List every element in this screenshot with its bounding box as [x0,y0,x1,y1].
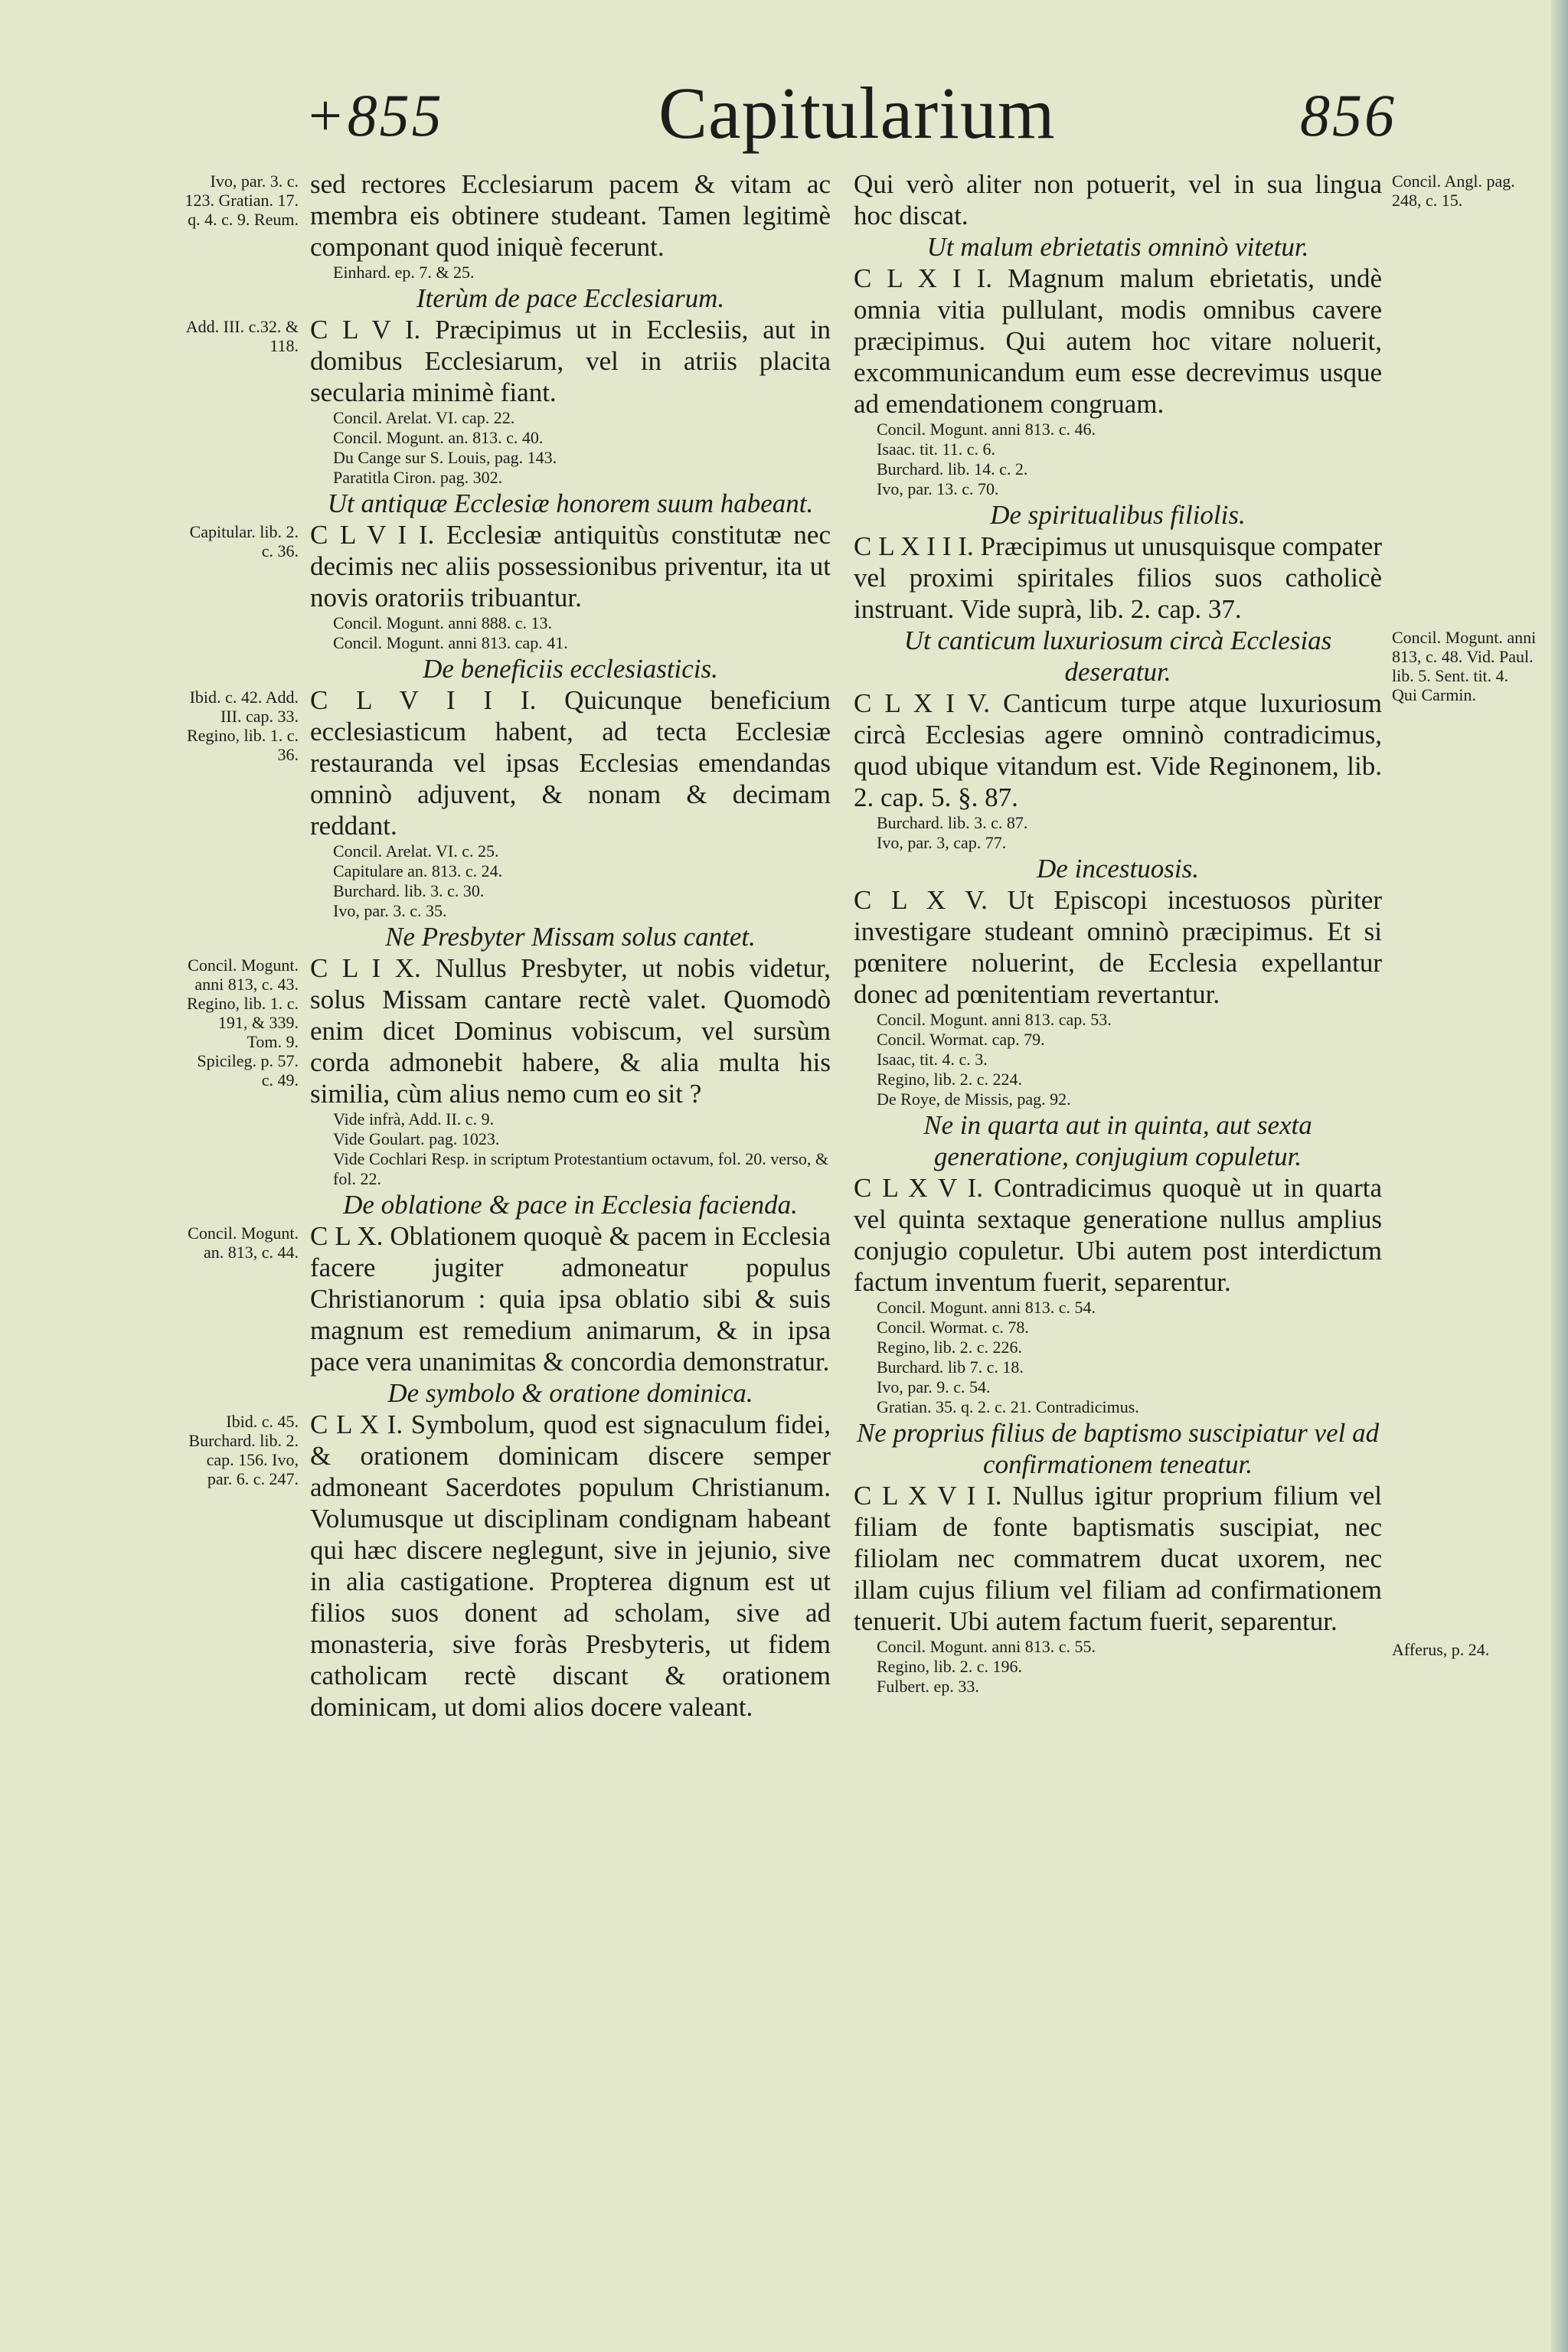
right-text-column [854,168,1382,1697]
page-edge [1551,0,1568,2352]
citation-line: Concil. Arelat. VI. cap. 22. [333,408,515,427]
citation-line: Concil. Mogunt. anni 888. c. 13. [333,613,552,632]
margin-note: Ibid. c. 42. Add. III. cap. 33. Regino, lib. 1. c. 36. [186,688,299,764]
page-number-right: 856 [1300,82,1396,149]
section-heading: Ut canticum luxuriosum circà Ecclesias deseratur. [903,626,1332,687]
margin-note: Afferus, p. 24. [1392,1640,1490,1659]
citation-line: Gratian. 35. q. 2. c. 21. Contradicimus. [877,1397,1139,1416]
paragraph: C L X V I I. Nullus igitur proprium filium vel filiam de fonte baptismatis suscipiat, nec filiolam nec commatrem ducat uxorem, nec illam cujus filium vel filiam ad confirmationem tenuerit. Ubi autem factum fuerit, separentur. [854,1481,1382,1636]
citation-line: Concil. Wormat. cap. 79. [877,1030,1045,1049]
citation-line: Concil. Mogunt. an. 813. c. 40. [333,428,544,447]
left-text-column [310,168,831,1723]
section-heading: Ne in quarta aut in quinta, aut sexta generatione, conjugium copuletur. [923,1110,1312,1171]
margin-note: Concil. Angl. pag. 248, c. 15. [1392,172,1515,210]
page-number-left: +855 [305,82,444,149]
paragraph: C L X I. Symbolum, quod est signaculum fidei, & orationem dominicam discere semper admoneant Sacerdotes populum Christianum. Volumusque ut disciplinam condignam habeant qui hæc discere neglegunt, sive in jejunio, sive in alia castigatione. Propterea dignum est ut filios suos donent ad scholam, sive ad monasteria, sive foràs Presbyteris, ut fidem catholicam rectè discant & orationem dominicam, ut domi alios docere valeant. [310,1410,831,1722]
citation-line: Isaac. tit. 11. c. 6. [877,439,995,459]
margin-note: Add. III. c.32. & 118. [185,317,299,355]
citation-line: Vide Cochlari Resp. in scriptum Protestantium octavum, fol. 20. verso, & fol. 22. [333,1149,828,1188]
citation-line: Burchard. lib. 14. c. 2. [877,459,1028,479]
citation-line: Concil. Mogunt. anni 813. c. 46. [877,420,1096,439]
citation-line: Ivo, par. 13. c. 70. [877,479,999,498]
margin-note: Concil. Mogunt. an. 813, c. 44. [188,1223,299,1262]
paragraph: Qui verò aliter non potuerit, vel in sua lingua hoc discat. [854,169,1382,230]
citation-line: Capitulare an. 813. c. 24. [333,861,503,880]
citation-line: Du Cange sur S. Louis, pag. 143. [333,448,557,467]
citation-line: Einhard. ep. 7. & 25. [333,263,475,282]
margin-note: Concil. Mogunt. anni 813, c. 48. Vid. Paul. lib. 5. Sent. tit. 4. Qui Carmin. [1392,628,1537,704]
margin-note: Capitular. lib. 2. c. 36. [189,522,299,560]
section-heading: Iterùm de pace Ecclesiarum. [416,283,725,313]
paragraph: C L V I I I. Quicunque beneficium ecclesiasticum habent, ad tecta Ecclesiæ restauranda vel ipsas Ecclesias emendandas omninò adjuvent, & nonam & decimam reddant. [310,685,831,841]
section-heading: De beneficiis ecclesiasticis. [423,654,718,684]
citation-line: Regino, lib. 2. c. 226. [877,1338,1023,1357]
citation-line: Ivo, par. 3. c. 35. [333,901,447,920]
section-heading: De incestuosis. [1037,854,1199,884]
paragraph: sed rectores Ecclesiarum pacem & vitam ac membra eis obtinere studeant. Tamen legitimè componant quod iniquè fecerunt. [310,169,831,262]
section-heading: Ut malum ebrietatis omninò vitetur. [926,232,1309,262]
section-heading: De spiritualibus filiolis. [990,500,1246,530]
citation-line: De Roye, de Missis, pag. 92. [877,1089,1071,1109]
paragraph: C L X. Oblationem quoquè & pacem in Ecclesia facere jugiter admoneatur populus Christianorum : quia ipsa oblatio sibi & suis magnum est remedium animarum, & in ipsa pace vera unanimitas & concordia demonstratur. [310,1221,831,1377]
citation-line: Concil. Wormat. c. 78. [877,1318,1029,1337]
margin-note: Ibid. c. 45. Burchard. lib. 2. cap. 156. Ivo, par. 6. c. 247. [188,1412,299,1488]
paragraph: C L V I. Præcipimus ut in Ecclesiis, aut in domibus Ecclesiarum, vel in atriis placita secularia minimè fiant. [310,315,831,407]
paragraph: C L X V I. Contradicimus quoquè ut in quarta vel quinta sextaque generatione nullus amplius conjugio copuletur. Ubi autem post interdictum factum inventum fuerit, separentur. [854,1173,1382,1297]
citation-line: Concil. Mogunt. anni 813. c. 55. [877,1637,1096,1656]
citation-line: Fulbert. ep. 33. [877,1677,979,1696]
page-header [0,70,1568,162]
citation-line: Vide infrà, Add. II. c. 9. [333,1109,495,1129]
citation-line: Concil. Mogunt. anni 813. cap. 53. [877,1010,1112,1029]
citation-line: Concil. Mogunt. anni 813. cap. 41. [333,633,568,652]
paragraph: C L X I I. Magnum malum ebrietatis, undè omnia vitia pullulant, modis omnibus cavere præcipimus. Qui autem hoc vitare noluerit, excommunicandum eum esse decrevimus usque ad emendationem congruam. [854,263,1382,419]
section-heading: Ne proprius filius de baptismo suscipiatur vel ad confirmationem teneatur. [856,1418,1380,1479]
paragraph: C L V I I. Ecclesiæ antiquitùs constitutæ nec decimis nec aliis possessionibus priventur, ita ut novis oratoriis tribuantur. [310,520,831,612]
citation-line: Regino, lib. 2. c. 224. [877,1070,1023,1089]
citation-line: Regino, lib. 2. c. 196. [877,1657,1023,1676]
citation-line: Burchard. lib. 3. c. 87. [877,813,1028,832]
citation-line: Burchard. lib 7. c. 18. [877,1357,1024,1377]
citation-line: Burchard. lib. 3. c. 30. [333,881,485,900]
margin-note: Concil. Mogunt. anni 813, c. 43. Regino, lib. 1. c. 191, & 339. Tom. 9. Spicileg. p. 57. c. 49. [186,956,299,1089]
paragraph: C L X V. Ut Episcopi incestuosos pùriter investigare studeant omninò præcipimus. Et si pœnitere noluerint, de Ecclesia expellantur donec ad pœnitentiam revertantur. [854,885,1382,1009]
citation-line: Isaac, tit. 4. c. 3. [877,1050,988,1069]
paragraph: C L X I I I. Præcipimus ut unusquisque compater vel proximi spiritales filios suos catholicè instruant. Vide suprà, lib. 2. cap. 37. [854,531,1382,624]
paragraph: C L X I V. Canticum turpe atque luxuriosum circà Ecclesias agere omninò contradicimus, quod ubique vitandum est. Vide Reginonem, lib. 2. cap. 5. §. 87. [854,688,1382,812]
citation-line: Ivo, par. 9. c. 54. [877,1377,991,1396]
section-heading: De symbolo & oratione dominica. [387,1378,753,1408]
page-title: Capitularium [658,72,1056,154]
citation-line: Paratitla Ciron. pag. 302. [333,468,503,487]
citation-line: Ivo, par. 3, cap. 77. [877,833,1007,852]
citation-line: Vide Goulart. pag. 1023. [333,1129,500,1148]
paragraph: C L I X. Nullus Presbyter, ut nobis videtur, solus Missam cantare rectè valet. Quomodò enim dicet Dominus vobiscum, vel sursùm corda admonebit habere, & alia multa his similia, cùm alius nemo cum eo sit ? [310,953,831,1109]
margin-note: Ivo, par. 3. c. 123. Gratian. 17. q. 4. c. 9. Reum. [185,172,299,229]
citation-line: Concil. Mogunt. anni 813. c. 54. [877,1298,1096,1317]
citation-line: Concil. Arelat. VI. c. 25. [333,841,499,861]
section-heading: De oblatione & pace in Ecclesia facienda. [343,1190,798,1220]
section-heading: Ut antiquæ Ecclesiæ honorem suum habeant. [327,488,814,518]
section-heading: Ne Presbyter Missam solus cantet. [385,922,756,952]
